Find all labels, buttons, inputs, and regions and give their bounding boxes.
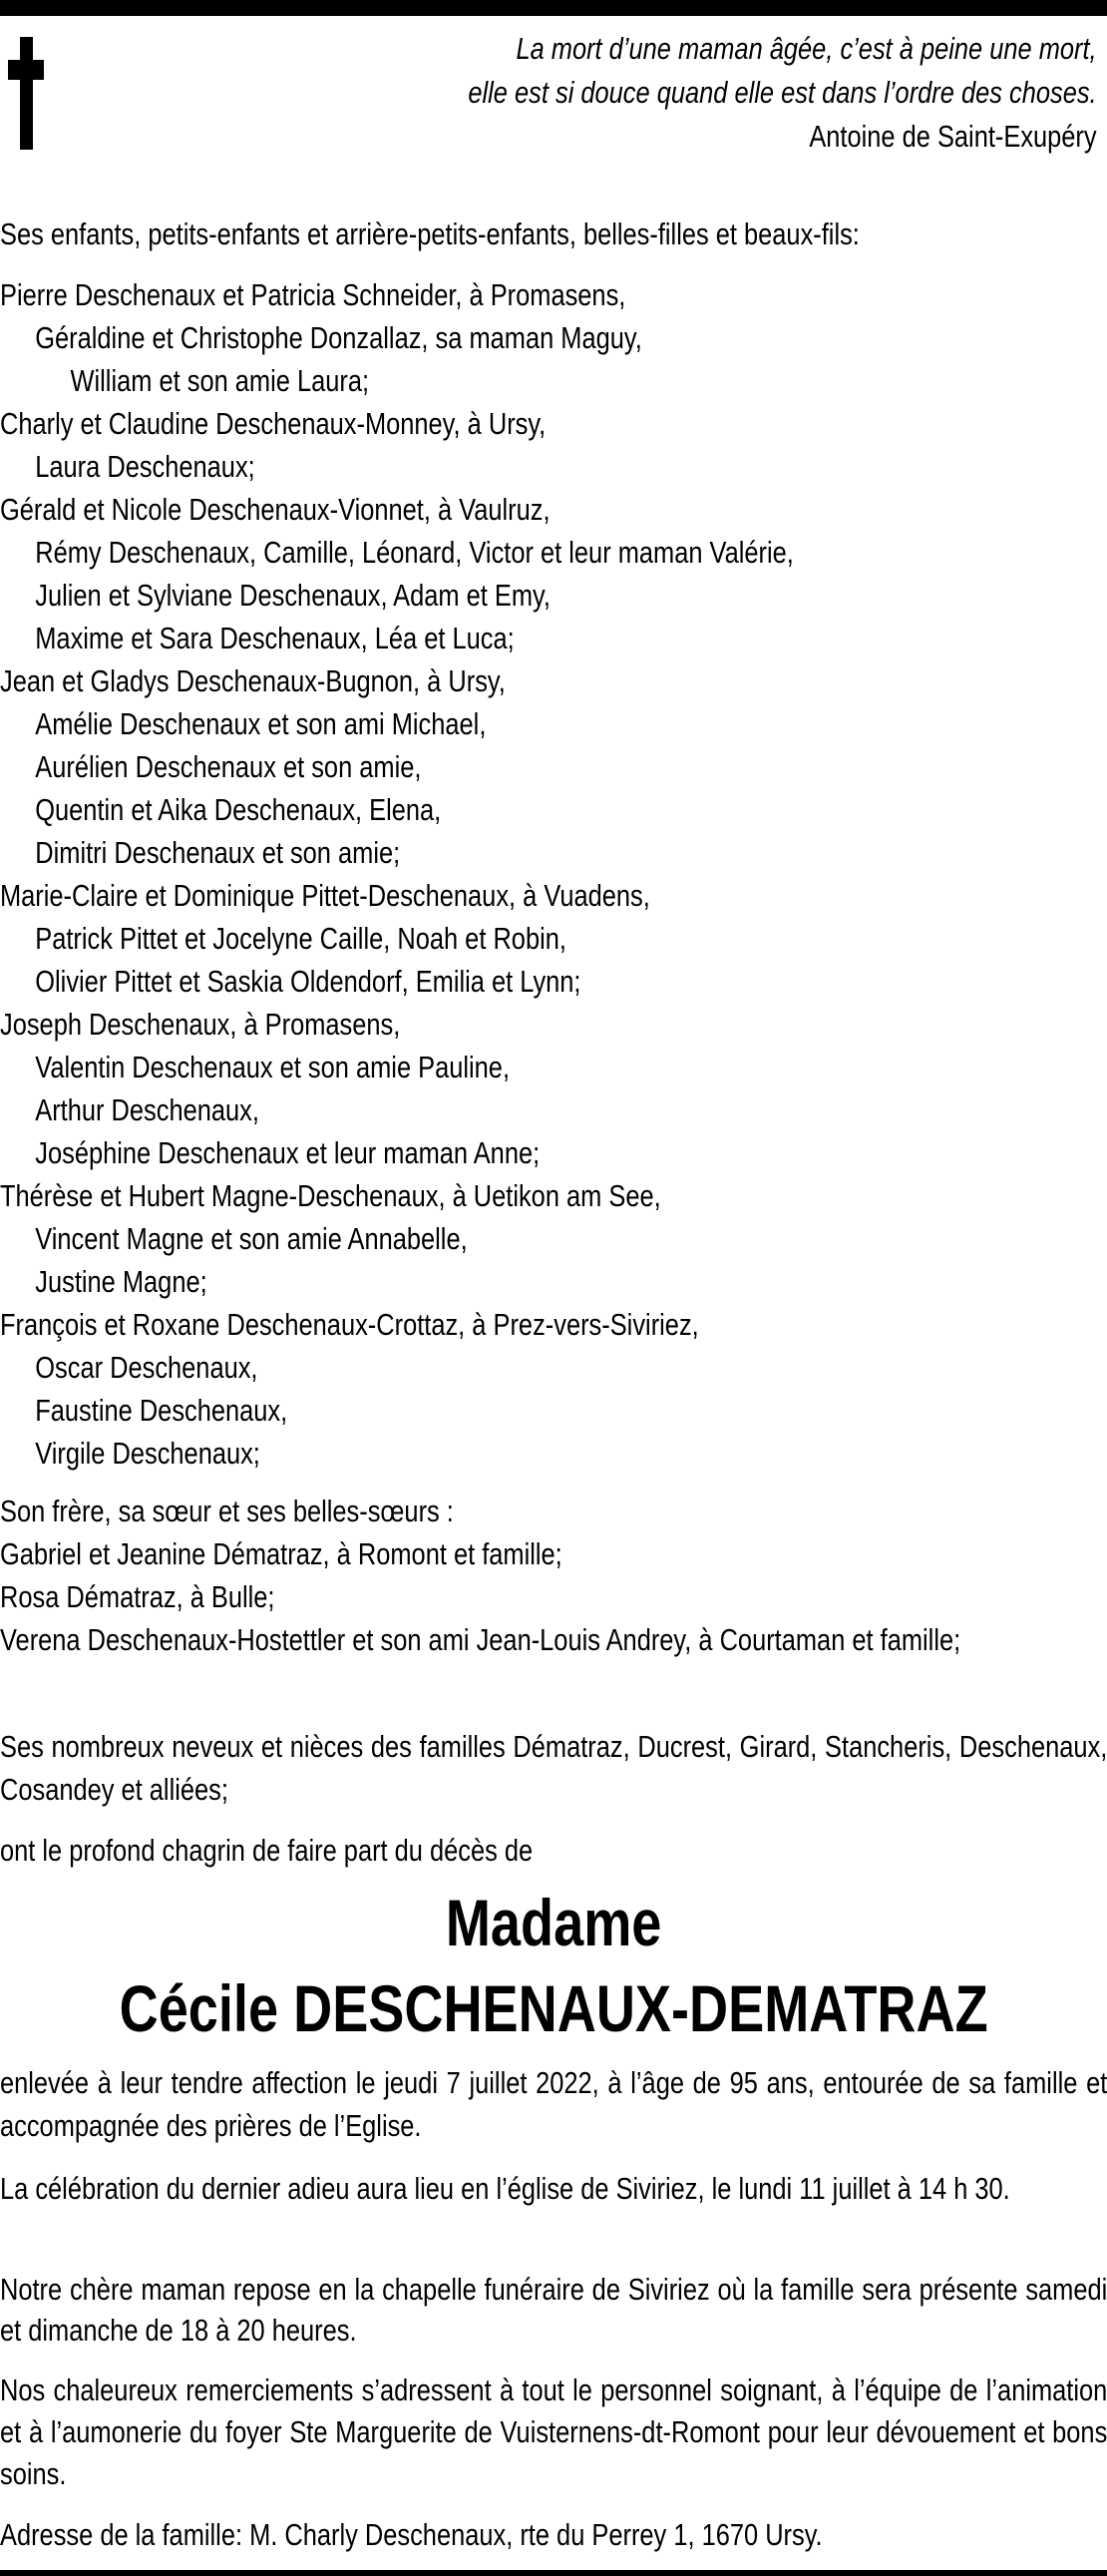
family-address: Adresse de la famille: M. Charly Deschenaux, rte du Perrey 1, 1670 Ursy. bbox=[0, 2517, 823, 2552]
family-member-line: Laura Deschenaux; bbox=[35, 449, 255, 484]
family-member-line: Jean et Gladys Deschenaux-Bugnon, à Ursy, bbox=[0, 663, 506, 698]
family-member-line: Joséphine Deschenaux et leur maman Anne; bbox=[35, 1135, 541, 1170]
family-member-line: Faustine Deschenaux, bbox=[35, 1393, 288, 1428]
quote-line: La mort d’une maman âgée, c’est à peine une mort, bbox=[516, 31, 1097, 66]
quote-author: Antoine de Saint-Exupéry bbox=[809, 119, 1097, 154]
family-member-line: Vincent Magne et son amie Annabelle, bbox=[35, 1221, 468, 1256]
family-member-line: Gérald et Nicole Deschenaux-Vionnet, à Vaulruz, bbox=[0, 492, 551, 527]
family-member-line: Dimitri Deschenaux et son amie; bbox=[35, 835, 401, 870]
family-member-line: Joseph Deschenaux, à Promasens, bbox=[0, 1007, 401, 1042]
family-member-line: Patrick Pittet et Jocelyne Caille, Noah et Robin, bbox=[35, 921, 566, 956]
paragraph-passing: enlevée à leur tendre affection le jeudi 7 juillet 2022, à l’âge de 95 ans, entourée de sa famille et accompagnée des prières de l’Eglise. bbox=[0, 2065, 1107, 2143]
family-member-line: François et Roxane Deschenaux-Crottaz, à Prez-vers-Siviriez, bbox=[0, 1307, 699, 1342]
top-border bbox=[0, 0, 1107, 16]
family-member-line: Marie-Claire et Dominique Pittet-Deschenaux, à Vuadens, bbox=[0, 878, 650, 913]
deceased-name: Cécile DESCHENAUX-DEMATRAZ bbox=[119, 1971, 988, 2045]
family-member-line: Valentin Deschenaux et son amie Pauline, bbox=[35, 1050, 511, 1084]
deceased-title: Madame bbox=[445, 1886, 662, 1959]
nephews-text: Ses nombreux neveux et nièces des familles Dématraz, Ducrest, Girard, Stancheris, Deschenaux, Cosandey et alliées; bbox=[0, 1729, 1107, 1807]
announcement-text: ont le profond chagrin de faire part du décès de bbox=[0, 1833, 534, 1868]
family-member-line: Aurélien Deschenaux et son amie, bbox=[35, 749, 422, 784]
paragraph-chapel: Notre chère maman repose en la chapelle funéraire de Siviriez où la famille sera présente samedi et dimanche de 18 à 20 heures. bbox=[0, 2272, 1107, 2348]
family-member-line: William et son amie Laura; bbox=[70, 363, 370, 398]
sibling-line: Rosa Dématraz, à Bulle; bbox=[0, 1579, 275, 1614]
family-member-line: Julien et Sylviane Deschenaux, Adam et Emy, bbox=[35, 578, 551, 613]
family-member-line: Olivier Pittet et Saskia Oldendorf, Emilia et Lynn; bbox=[35, 964, 581, 999]
bottom-border bbox=[0, 2570, 1107, 2576]
family-member-line: Charly et Claudine Deschenaux-Monney, à Ursy, bbox=[0, 406, 547, 441]
family-member-line: Arthur Deschenaux, bbox=[35, 1092, 259, 1127]
family-member-line: Thérèse et Hubert Magne-Deschenaux, à Uetikon am See, bbox=[0, 1178, 661, 1213]
family-member-line: Justine Magne; bbox=[35, 1264, 207, 1299]
siblings-heading: Son frère, sa sœur et ses belles-sœurs : bbox=[0, 1494, 454, 1528]
family-member-line: Virgile Deschenaux; bbox=[35, 1436, 260, 1471]
family-member-line: Géraldine et Christophe Donzallaz, sa maman Maguy, bbox=[35, 320, 642, 355]
paragraph-ceremony: La célébration du dernier adieu aura lieu en l’église de Siviriez, le lundi 11 juillet à 14 h 30. bbox=[0, 2171, 1010, 2206]
family-member-line: Pierre Deschenaux et Patricia Schneider, à Promasens, bbox=[0, 277, 626, 312]
epigraph bbox=[0, 27, 1097, 159]
sibling-line: Gabriel et Jeanine Dématraz, à Romont et famille; bbox=[0, 1536, 562, 1571]
quote-line: elle est si douce quand elle est dans l’ordre des choses. bbox=[468, 75, 1097, 110]
sibling-line: Verena Deschenaux-Hostettler et son ami Jean-Louis Andrey, à Courtaman et famille; bbox=[0, 1622, 961, 1657]
family-member-line: Amélie Deschenaux et son ami Michael, bbox=[35, 706, 487, 741]
siblings-section bbox=[0, 1490, 1079, 1661]
family-member-line: Rémy Deschenaux, Camille, Léonard, Victor et leur maman Valérie, bbox=[35, 535, 794, 570]
intro-text: Ses enfants, petits-enfants et arrière-petits-enfants, belles-filles et beaux-fils: bbox=[0, 216, 860, 251]
family-member-line: Maxime et Sara Deschenaux, Léa et Luca; bbox=[35, 621, 515, 655]
family-list bbox=[0, 273, 1107, 1475]
paragraph-thanks: Nos chaleureux remerciements s’adressent à tout le personnel soignant, à l’équipe de l’animation et à l’aumonerie du foyer Ste Marguerite de Vuisternens-dt-Romont pour leur dévouement et bons soins. bbox=[0, 2372, 1107, 2491]
family-member-line: Quentin et Aika Deschenaux, Elena, bbox=[35, 792, 442, 827]
family-member-line: Oscar Deschenaux, bbox=[35, 1350, 258, 1385]
